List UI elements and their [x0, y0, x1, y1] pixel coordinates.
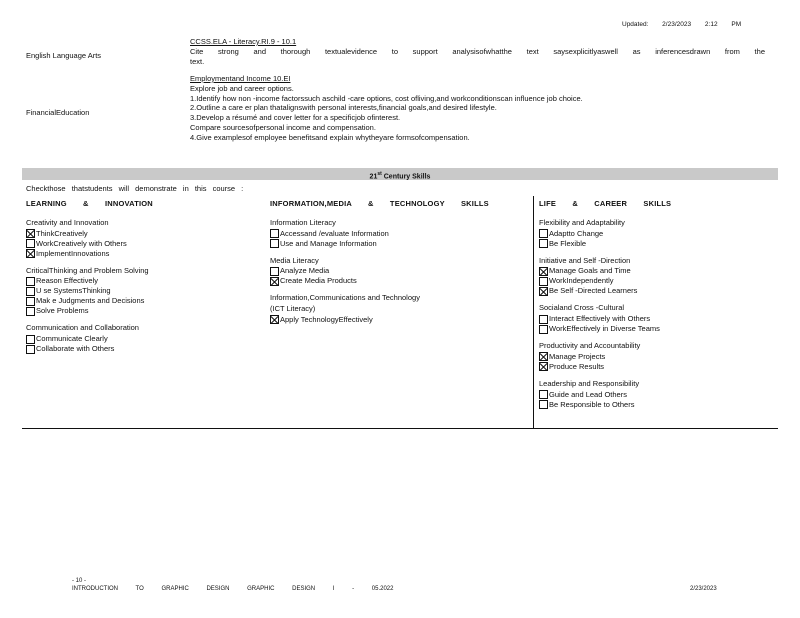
checkbox[interactable] [270, 277, 279, 286]
band-suffix: Century Skills [383, 173, 431, 181]
ela-standard-code: CCSS.ELA - Literacy.RI.9 - 10.1 [190, 37, 297, 46]
skill-item [539, 400, 774, 410]
skill-label: Collaborate with Others [36, 344, 115, 354]
skill-item [539, 229, 774, 239]
column-divider [533, 196, 534, 428]
checkbox[interactable] [26, 287, 35, 296]
skill-label: Manage Goals and Time [549, 266, 631, 276]
group-title: Initiative and Self -Direction [539, 255, 631, 265]
checkbox[interactable] [539, 315, 548, 324]
group-title: Information,Communications and Technology [270, 293, 420, 303]
skill-label: WorkCreatively with Others [36, 238, 127, 248]
skill-group [539, 379, 774, 410]
life-heading: LIFE & CAREER SKILLS [539, 199, 672, 208]
skill-label: Guide and Lead Others [549, 389, 627, 399]
checkbox[interactable] [26, 249, 35, 258]
skill-group [26, 323, 256, 354]
check-instruction: Checkthose thatstudents will demonstrate in this course : [26, 184, 244, 193]
fin-line: Compare sourcesofpersonal income and compensation. [190, 122, 376, 132]
skill-item [26, 344, 256, 354]
learning-column [26, 199, 256, 361]
fin-line: 1.Identify how non -income factorssuch aschild -care options, cost ofliving,and workconditionscan influence job choice. [190, 93, 583, 103]
skill-item [270, 315, 525, 325]
checkbox[interactable] [539, 287, 548, 296]
skill-label: Solve Problems [36, 306, 89, 316]
skill-label: U se SystemsThinking [36, 286, 111, 296]
skill-item [26, 286, 256, 296]
skill-group [26, 218, 256, 259]
fin-standard [190, 74, 765, 142]
updated-timestamp: Updated: 2/23/2023 2:12 PM [622, 21, 742, 28]
footer-date: 2/23/2023 [690, 586, 717, 592]
group-title: Communication and Collaboration [26, 323, 139, 333]
group-title: CriticalThinking and Problem Solving [26, 265, 149, 275]
checkbox[interactable] [270, 267, 279, 276]
checkbox[interactable] [26, 335, 35, 344]
band-prefix: 21 [369, 173, 378, 181]
checkbox[interactable] [539, 267, 548, 276]
skill-label: Communicate Clearly [36, 334, 108, 344]
skill-label: Use and Manage Information [280, 238, 377, 248]
info-column [270, 199, 525, 332]
page-footer [72, 578, 393, 594]
fin-standard-code: Employmentand Income 10.EI [190, 74, 291, 83]
skill-label: ImplementInnovations [36, 248, 110, 258]
group-title: Socialand Cross -Cultural [539, 303, 625, 313]
skill-group [270, 256, 525, 287]
skill-label: Apply TechnologyEffectively [280, 314, 373, 324]
skill-item [270, 276, 525, 286]
checkbox[interactable] [539, 362, 548, 371]
table-bottom-rule [22, 428, 778, 429]
info-heading: INFORMATION,MEDIA & TECHNOLOGY SKILLS [270, 199, 489, 208]
skill-item [26, 239, 256, 249]
skill-item [26, 334, 256, 344]
skill-item [539, 314, 774, 324]
fin-line: 2.Outline a care er plan thatalignswith personal interests,financial goals,and desired lifestyle. [190, 103, 497, 113]
skill-label: ThinkCreatively [36, 228, 88, 238]
skill-group [539, 341, 774, 372]
group-title: Flexibility and Adaptability [539, 217, 625, 227]
skill-item [26, 249, 256, 259]
skill-item [270, 266, 525, 276]
ela-standard-text-end: text. [190, 56, 205, 66]
skill-item [539, 390, 774, 400]
checkbox[interactable] [26, 345, 35, 354]
ela-standard [190, 37, 765, 66]
checkbox[interactable] [539, 239, 548, 248]
skill-item [270, 239, 525, 249]
skill-item [26, 276, 256, 286]
checkbox[interactable] [539, 400, 548, 409]
skill-label: Be Self -Directed Learners [549, 286, 638, 296]
skill-label: Create Media Products [280, 276, 357, 286]
ela-label: English Language Arts [26, 51, 102, 60]
skill-label: Analyze Media [280, 266, 330, 276]
century-skills-band [22, 168, 778, 180]
checkbox[interactable] [539, 352, 548, 361]
skill-group [539, 303, 774, 334]
skill-item [539, 352, 774, 362]
group-title: Productivity and Accountability [539, 341, 641, 350]
checkbox[interactable] [539, 325, 548, 334]
skill-group [539, 256, 774, 297]
band-sup: st [377, 171, 382, 177]
fin-line: Explore job and career options. [190, 83, 294, 93]
skill-item [539, 286, 774, 296]
skill-label: Adaptto Change [549, 228, 604, 238]
skill-label: Accessand /evaluate Information [280, 228, 389, 238]
skill-label: Interact Effectively with Others [549, 314, 651, 324]
checkbox[interactable] [270, 315, 279, 324]
checkbox[interactable] [539, 390, 548, 399]
skill-label: Be Flexible [549, 238, 587, 248]
fin-line: 3.Develop a résumé and cover letter for a specificjob ofinterest. [190, 113, 401, 122]
checkbox[interactable] [26, 277, 35, 286]
group-title: Leadership and Responsibility [539, 378, 640, 388]
skill-label: Be Responsible to Others [549, 399, 635, 409]
skill-item [539, 362, 774, 372]
checkbox[interactable] [26, 229, 35, 238]
skill-item [270, 229, 525, 239]
checkbox[interactable] [270, 239, 279, 248]
group-title: Information Literacy [270, 217, 336, 227]
checkbox[interactable] [539, 229, 548, 238]
group-title: Creativity and Innovation [26, 217, 109, 227]
skill-item [26, 306, 256, 316]
group-title: Media Literacy [270, 255, 319, 265]
skill-item [26, 296, 256, 306]
skill-label: Manage Projects [549, 351, 606, 361]
skill-label: WorkIndependently [549, 276, 614, 286]
ela-standard-text: Cite strong and thorough textualevidence to support analysisofwhatthe text saysexplicitlyaswell as inferencesdrawn from the [190, 46, 765, 56]
skill-item [26, 229, 256, 239]
skill-group [26, 266, 256, 317]
skill-label: Mak e Judgments and Decisions [36, 296, 145, 306]
skill-group [270, 293, 525, 325]
checkbox[interactable] [26, 307, 35, 316]
checkbox[interactable] [26, 239, 35, 248]
skill-item [539, 324, 774, 334]
page-number: - 10 - [72, 578, 87, 584]
skill-label: Produce Results [549, 361, 605, 371]
checkbox[interactable] [26, 297, 35, 306]
skill-item [539, 266, 774, 276]
skill-group [539, 218, 774, 249]
skill-group [270, 218, 525, 249]
skill-label: WorkEffectively in Diverse Teams [549, 324, 660, 334]
checkbox[interactable] [270, 229, 279, 238]
checkbox[interactable] [539, 277, 548, 286]
life-column [539, 199, 774, 417]
fin-label: FinancialEducation [26, 108, 90, 117]
skill-item [539, 276, 774, 286]
footer-course: INTRODUCTION TO GRAPHIC DESIGN GRAPHIC DESIGN I - 05.2022 [72, 585, 394, 592]
learning-heading: LEARNING & INNOVATION [26, 199, 153, 208]
skill-item [539, 239, 774, 249]
skill-label: Reason Effectively [36, 276, 98, 286]
fin-line: 4.Give examplesof employee benefitsand explain whytheyare formsofcompensation. [190, 132, 470, 142]
group-subtitle: (ICT Literacy) [270, 304, 316, 313]
